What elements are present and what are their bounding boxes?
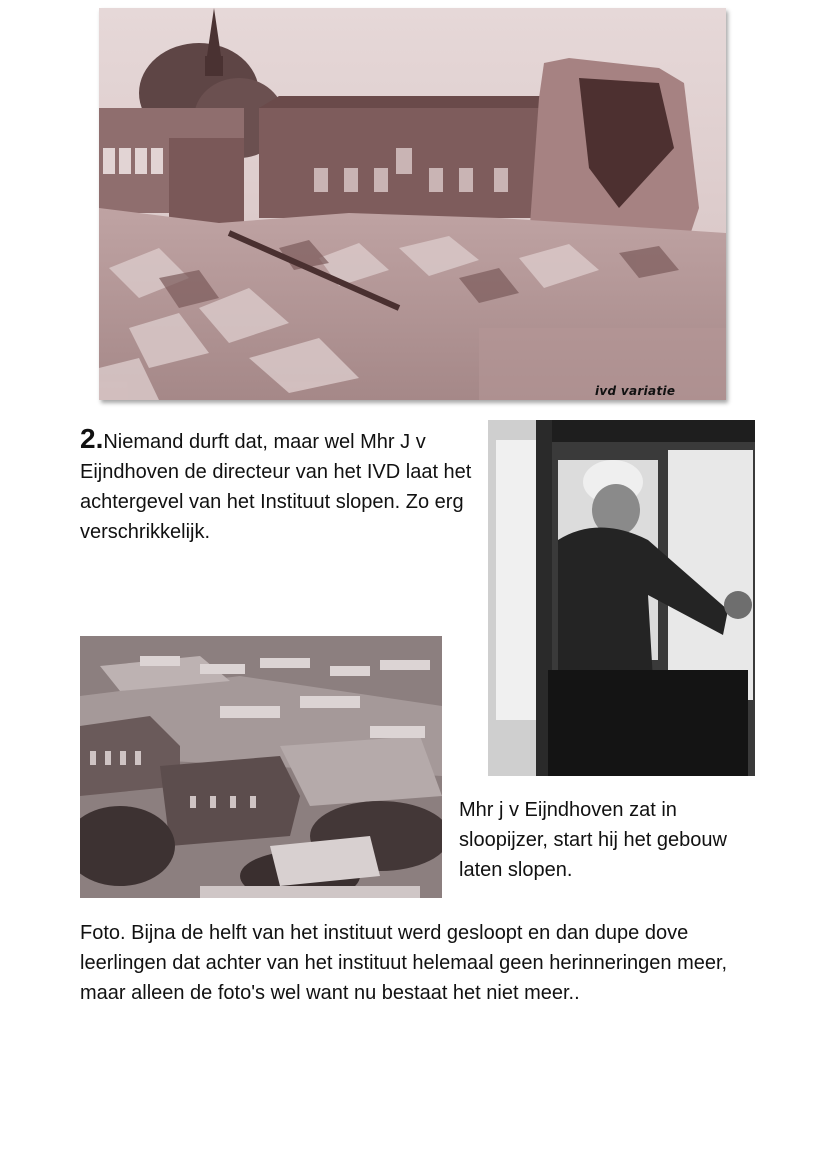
main-caption bbox=[80, 424, 480, 547]
photo-watermark: ivd variatie bbox=[595, 384, 676, 398]
caption-number: 2. bbox=[80, 423, 104, 454]
demolition-photo bbox=[99, 8, 726, 400]
main-caption-text: Niemand durft dat, maar wel Mhr J v Eijndhoven de directeur van het IVD laat het achtergevel van het Instituut slopen. Zo erg verschrikkelijk. bbox=[80, 431, 472, 543]
operator-photo bbox=[488, 420, 755, 776]
aerial-photo bbox=[80, 636, 442, 898]
operator-caption: Mhr j v Eijndhoven zat in sloopijzer, start hij het gebouw laten slopen. bbox=[459, 799, 727, 881]
photo-caption: Foto. Bijna de helft van het instituut werd gesloopt en dan dupe dove leerlingen dat achter van het instituut helemaal geen herinneringen meer, maar alleen de foto's wel want nu bestaat het niet meer.. bbox=[80, 922, 728, 1004]
